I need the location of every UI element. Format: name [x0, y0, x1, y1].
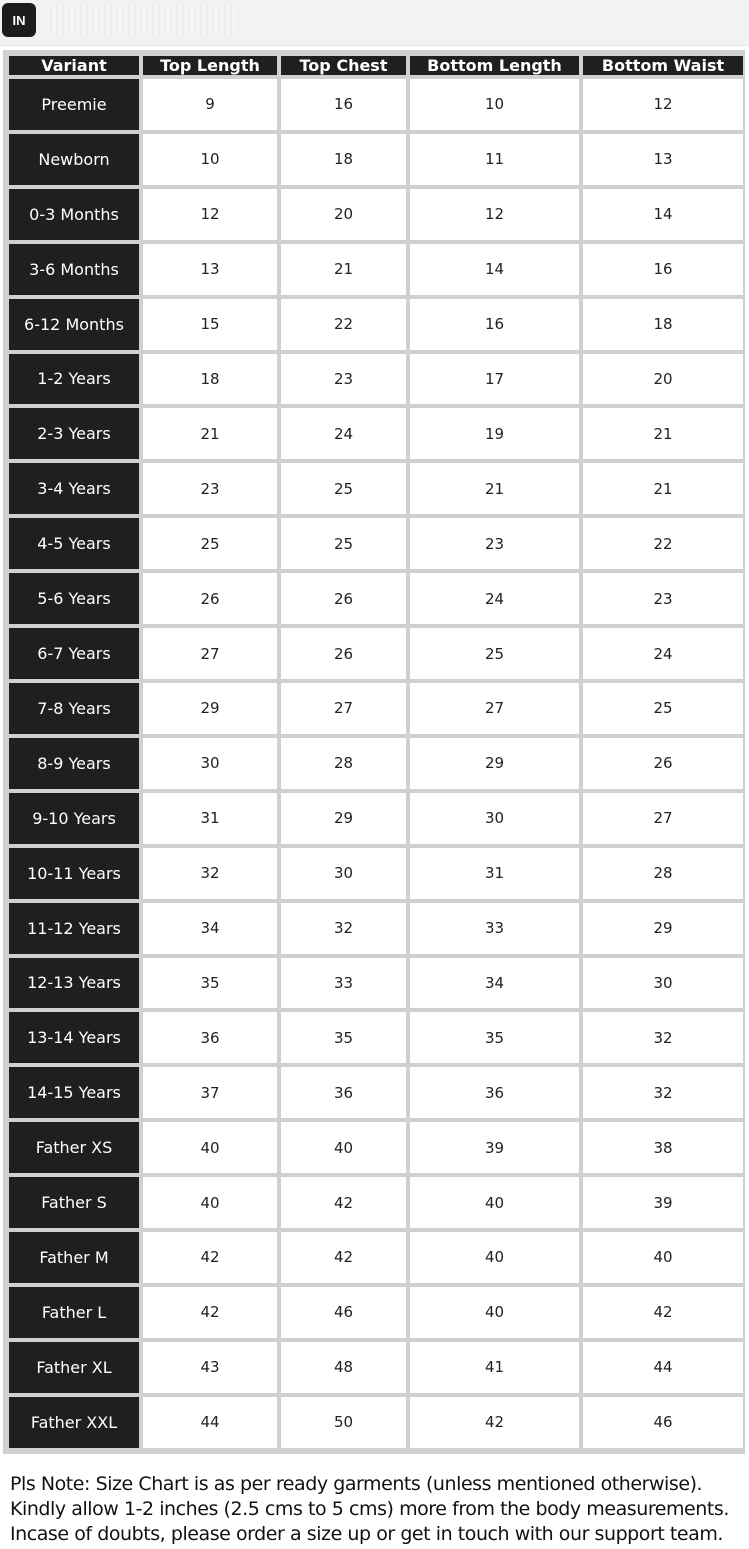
bottom-length-cell: 27	[410, 683, 579, 734]
variant-cell: Newborn	[9, 134, 139, 185]
variant-cell: Father L	[9, 1287, 139, 1338]
top-chest-cell: 29	[281, 793, 406, 844]
table-header-row	[9, 56, 743, 75]
note-line-1: Pls Note: Size Chart is as per ready garments (unless mentioned otherwise).	[10, 1473, 703, 1495]
header-top-chest: Top Chest	[281, 56, 406, 75]
top-length-cell: 18	[143, 354, 277, 405]
table-row	[9, 793, 743, 844]
top-chest-cell: 28	[281, 738, 406, 789]
top-chest-cell: 25	[281, 463, 406, 514]
bottom-waist-cell: 42	[583, 1287, 743, 1338]
table-row	[9, 354, 743, 405]
bottom-length-cell: 10	[410, 79, 579, 130]
table-row	[9, 408, 743, 459]
top-length-cell: 44	[143, 1397, 277, 1448]
bottom-length-cell: 21	[410, 463, 579, 514]
top-chest-cell: 21	[281, 244, 406, 295]
top-chest-cell: 35	[281, 1012, 406, 1063]
table-row	[9, 1012, 743, 1063]
table-row	[9, 134, 743, 185]
table-body	[9, 79, 743, 1448]
top-chest-cell: 40	[281, 1122, 406, 1173]
table-row	[9, 1287, 743, 1338]
top-length-cell: 40	[143, 1177, 277, 1228]
table-row	[9, 244, 743, 295]
bottom-waist-cell: 22	[583, 518, 743, 569]
bottom-waist-cell: 29	[583, 903, 743, 954]
variant-cell: 7-8 Years	[9, 683, 139, 734]
variant-cell: 2-3 Years	[9, 408, 139, 459]
bottom-waist-cell: 46	[583, 1397, 743, 1448]
table-row	[9, 848, 743, 899]
bottom-waist-cell: 44	[583, 1342, 743, 1393]
bottom-waist-cell: 26	[583, 738, 743, 789]
bottom-waist-cell: 18	[583, 299, 743, 350]
bottom-waist-cell: 13	[583, 134, 743, 185]
bottom-waist-cell: 21	[583, 463, 743, 514]
top-chest-cell: 27	[281, 683, 406, 734]
variant-cell: 12-13 Years	[9, 958, 139, 1009]
top-length-cell: 10	[143, 134, 277, 185]
bottom-length-cell: 31	[410, 848, 579, 899]
top-length-cell: 42	[143, 1287, 277, 1338]
top-chest-cell: 42	[281, 1177, 406, 1228]
top-chest-cell: 23	[281, 354, 406, 405]
bottom-waist-cell: 30	[583, 958, 743, 1009]
top-length-cell: 13	[143, 244, 277, 295]
header-bottom-waist: Bottom Waist	[583, 56, 743, 75]
top-chest-cell: 16	[281, 79, 406, 130]
bottom-length-cell: 40	[410, 1177, 579, 1228]
top-chest-cell: 50	[281, 1397, 406, 1448]
table-row	[9, 79, 743, 130]
table-row	[9, 518, 743, 569]
bottom-waist-cell: 32	[583, 1067, 743, 1118]
note-line-2: Kindly allow 1-2 inches (2.5 cms to 5 cms) more from the body measurements.	[10, 1498, 729, 1520]
top-length-cell: 12	[143, 189, 277, 240]
top-length-cell: 25	[143, 518, 277, 569]
table-row	[9, 1177, 743, 1228]
top-length-cell: 15	[143, 299, 277, 350]
variant-cell: 3-6 Months	[9, 244, 139, 295]
bottom-waist-cell: 32	[583, 1012, 743, 1063]
top-length-cell: 32	[143, 848, 277, 899]
bottom-waist-cell: 16	[583, 244, 743, 295]
note-line-3: Incase of doubts, please order a size up or get in touch with our support team.	[10, 1523, 723, 1545]
bottom-length-cell: 24	[410, 573, 579, 624]
variant-cell: 1-2 Years	[9, 354, 139, 405]
variant-cell: 4-5 Years	[9, 518, 139, 569]
table-row	[9, 573, 743, 624]
variant-cell: 10-11 Years	[9, 848, 139, 899]
bottom-waist-cell: 12	[583, 79, 743, 130]
header-variant: Variant	[9, 56, 139, 75]
table-row	[9, 628, 743, 679]
size-note	[10, 1472, 745, 1547]
top-length-cell: 31	[143, 793, 277, 844]
bottom-length-cell: 12	[410, 189, 579, 240]
size-chart-table	[5, 52, 747, 1452]
top-length-cell: 42	[143, 1232, 277, 1283]
bottom-waist-cell: 38	[583, 1122, 743, 1173]
variant-cell: Father M	[9, 1232, 139, 1283]
bottom-length-cell: 19	[410, 408, 579, 459]
variant-cell: 11-12 Years	[9, 903, 139, 954]
top-length-cell: 30	[143, 738, 277, 789]
top-length-cell: 9	[143, 79, 277, 130]
top-chest-cell: 26	[281, 628, 406, 679]
bottom-waist-cell: 21	[583, 408, 743, 459]
top-length-cell: 23	[143, 463, 277, 514]
top-chest-cell: 30	[281, 848, 406, 899]
top-length-cell: 37	[143, 1067, 277, 1118]
top-chest-cell: 42	[281, 1232, 406, 1283]
bottom-waist-cell: 40	[583, 1232, 743, 1283]
bottom-waist-cell: 20	[583, 354, 743, 405]
bottom-waist-cell: 28	[583, 848, 743, 899]
top-chest-cell: 18	[281, 134, 406, 185]
table-row	[9, 1067, 743, 1118]
bottom-length-cell: 14	[410, 244, 579, 295]
bottom-waist-cell: 25	[583, 683, 743, 734]
bottom-length-cell: 30	[410, 793, 579, 844]
table-row	[9, 738, 743, 789]
variant-cell: 6-12 Months	[9, 299, 139, 350]
unit-selector-bar	[0, 0, 749, 46]
bottom-length-cell: 40	[410, 1232, 579, 1283]
top-length-cell: 26	[143, 573, 277, 624]
top-chest-cell: 26	[281, 573, 406, 624]
table-row	[9, 683, 743, 734]
variant-cell: 13-14 Years	[9, 1012, 139, 1063]
top-chest-cell: 32	[281, 903, 406, 954]
table-row	[9, 958, 743, 1009]
table-row	[9, 463, 743, 514]
variant-cell: Father XL	[9, 1342, 139, 1393]
bottom-length-cell: 40	[410, 1287, 579, 1338]
variant-cell: 3-4 Years	[9, 463, 139, 514]
top-length-cell: 34	[143, 903, 277, 954]
bottom-waist-cell: 14	[583, 189, 743, 240]
bottom-length-cell: 25	[410, 628, 579, 679]
bottom-waist-cell: 24	[583, 628, 743, 679]
table-row	[9, 1122, 743, 1173]
top-chest-cell: 24	[281, 408, 406, 459]
variant-cell: Father XXL	[9, 1397, 139, 1448]
bottom-waist-cell: 23	[583, 573, 743, 624]
bottom-length-cell: 42	[410, 1397, 579, 1448]
table-row	[9, 1342, 743, 1393]
top-length-cell: 27	[143, 628, 277, 679]
top-chest-cell: 22	[281, 299, 406, 350]
variant-cell: Preemie	[9, 79, 139, 130]
bottom-length-cell: 11	[410, 134, 579, 185]
bottom-length-cell: 16	[410, 299, 579, 350]
unit-selector-placeholder	[50, 5, 236, 35]
bottom-length-cell: 39	[410, 1122, 579, 1173]
variant-cell: 8-9 Years	[9, 738, 139, 789]
bottom-waist-cell: 27	[583, 793, 743, 844]
unit-toggle-inches[interactable]: IN	[2, 3, 36, 37]
variant-cell: 9-10 Years	[9, 793, 139, 844]
top-chest-cell: 33	[281, 958, 406, 1009]
bottom-length-cell: 41	[410, 1342, 579, 1393]
bottom-waist-cell: 39	[583, 1177, 743, 1228]
variant-cell: 0-3 Months	[9, 189, 139, 240]
bottom-length-cell: 36	[410, 1067, 579, 1118]
top-chest-cell: 25	[281, 518, 406, 569]
top-chest-cell: 36	[281, 1067, 406, 1118]
variant-cell: 5-6 Years	[9, 573, 139, 624]
bottom-length-cell: 33	[410, 903, 579, 954]
bottom-length-cell: 34	[410, 958, 579, 1009]
variant-cell: Father S	[9, 1177, 139, 1228]
top-length-cell: 21	[143, 408, 277, 459]
header-top-length: Top Length	[143, 56, 277, 75]
bottom-length-cell: 29	[410, 738, 579, 789]
top-length-cell: 40	[143, 1122, 277, 1173]
table-row	[9, 189, 743, 240]
top-chest-cell: 20	[281, 189, 406, 240]
top-chest-cell: 48	[281, 1342, 406, 1393]
top-length-cell: 36	[143, 1012, 277, 1063]
variant-cell: 14-15 Years	[9, 1067, 139, 1118]
bottom-length-cell: 35	[410, 1012, 579, 1063]
bottom-length-cell: 23	[410, 518, 579, 569]
size-chart	[3, 50, 745, 1454]
table-row	[9, 903, 743, 954]
top-chest-cell: 46	[281, 1287, 406, 1338]
variant-cell: 6-7 Years	[9, 628, 139, 679]
bottom-length-cell: 17	[410, 354, 579, 405]
table-row	[9, 1397, 743, 1448]
table-row	[9, 299, 743, 350]
table-row	[9, 1232, 743, 1283]
header-bottom-length: Bottom Length	[410, 56, 579, 75]
top-length-cell: 43	[143, 1342, 277, 1393]
top-length-cell: 29	[143, 683, 277, 734]
top-length-cell: 35	[143, 958, 277, 1009]
variant-cell: Father XS	[9, 1122, 139, 1173]
